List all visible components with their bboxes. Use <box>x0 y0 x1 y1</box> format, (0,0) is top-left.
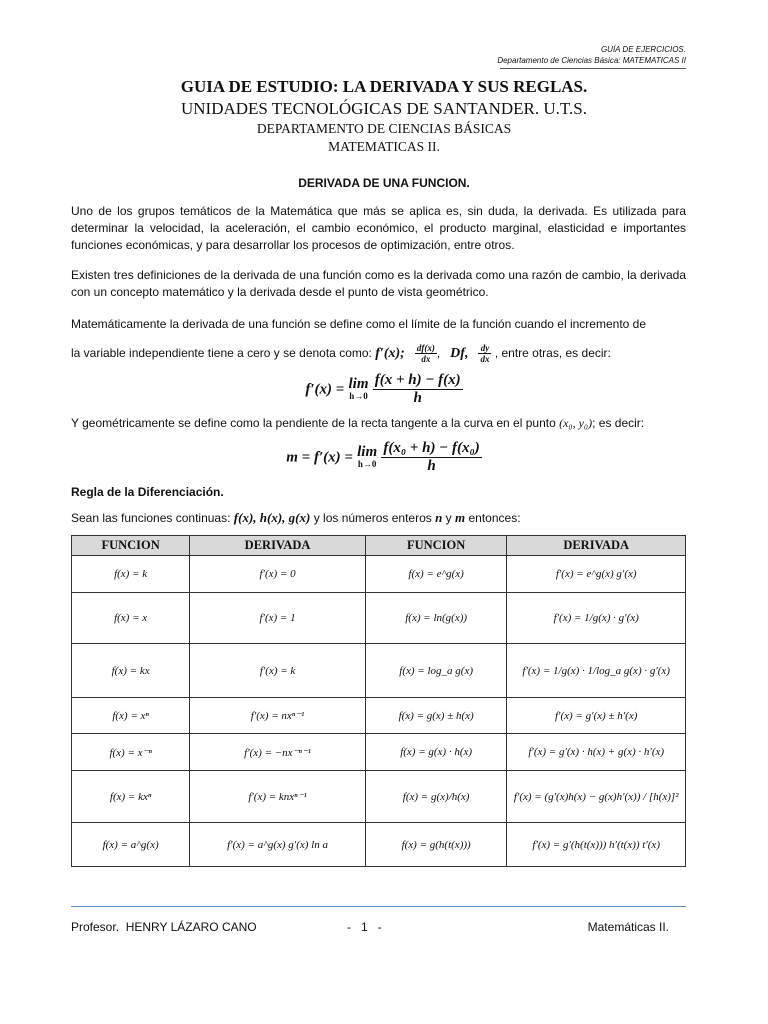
table-row <box>72 644 686 698</box>
table-row <box>72 823 686 867</box>
table-cell: f(x) = g(h(t(x))) <box>365 823 507 867</box>
table-cell: f(x) = g(x)/h(x) <box>365 771 507 823</box>
formula1-numerator: f(x + h) − f(x) <box>374 372 461 388</box>
running-header-line1: GUÍA DE EJERCICIOS. <box>600 45 686 54</box>
table-row <box>72 698 686 734</box>
institution-title: UNIDADES TECNOLÓGICAS DE SANTANDER. U.T.S. <box>180 99 587 118</box>
department-title: DEPARTAMENTO DE CIENCIAS BÁSICAS <box>256 121 512 136</box>
intro-c: y <box>445 511 452 525</box>
footer-course: Matemáticas II. <box>587 920 669 934</box>
p4-text-a: Y geométricamente se define como la pendiente de la recta tangente a la curva en el punto <box>71 416 556 430</box>
notation-dfdx <box>415 343 437 364</box>
formula1-limit <box>348 375 369 402</box>
table-cell: f(x) = x <box>72 593 190 644</box>
header-derivada-1: DERIVADA <box>190 536 366 556</box>
table-row <box>72 734 686 771</box>
formula1-lim-sub: h→0 <box>349 390 368 401</box>
header-derivada-2: DERIVADA <box>507 536 686 556</box>
formula2-lim-sub: h→0 <box>357 458 377 469</box>
title-block <box>0 76 768 156</box>
table-cell: f′(x) = (g′(x)h(x) − g(x)h′(x)) / [h(x)]² <box>507 771 686 823</box>
table-cell: f′(x) = e^g(x) g′(x) <box>507 556 686 593</box>
formula2-numerator: f(x₀ + h) − f(x₀) <box>383 440 480 456</box>
table-row <box>72 556 686 593</box>
running-header-line2: Departamento de Ciencias Básica: MATEMATICAS II <box>497 56 686 65</box>
notation-dydx <box>478 343 491 364</box>
table-row <box>72 771 686 823</box>
footer-page-number: - 1 - <box>347 920 382 934</box>
intro-funcs: f(x), h(x), g(x) <box>233 510 311 525</box>
formula1-fraction <box>373 372 463 407</box>
table-cell: f′(x) = 0 <box>190 556 366 593</box>
formula2-lhs: m = f′(x) = <box>286 449 353 466</box>
table-cell: f′(x) = 1/g(x) · 1/log_a g(x) · g′(x) <box>507 644 686 698</box>
table-cell: f(x) = ln(g(x)) <box>365 593 507 644</box>
p4-point: (x₀, y₀) <box>559 416 593 430</box>
intro-n: n <box>435 510 443 525</box>
dfdx-denominator: dx <box>421 354 431 365</box>
table-cell: f(x) = log_a g(x) <box>365 644 507 698</box>
table-row <box>72 593 686 644</box>
p3-text-b: , entre otras, es decir: <box>494 346 611 360</box>
paragraph-4 <box>71 415 686 432</box>
intro-a: Sean las funciones continuas: <box>71 511 231 525</box>
header-rule <box>500 68 686 69</box>
footer-professor: Profesor. HENRY LÁZARO CANO <box>71 920 257 934</box>
table-cell: f′(x) = k <box>190 644 366 698</box>
formula2-fraction <box>381 440 481 475</box>
derivative-definition-formula <box>0 372 768 407</box>
table-cell: f(x) = g(x) · h(x) <box>365 734 507 771</box>
notation-fprime: f′(x); <box>375 346 405 361</box>
intro-line <box>71 510 521 526</box>
formula1-lim-word: lim <box>348 375 369 392</box>
table-cell: f′(x) = nxⁿ⁻¹ <box>190 698 366 734</box>
table-cell: f(x) = g(x) ± h(x) <box>365 698 507 734</box>
intro-b: y los números enteros <box>313 511 432 525</box>
course-title: MATEMATICAS II. <box>328 139 440 154</box>
table-cell: f(x) = k <box>72 556 190 593</box>
table-cell: f(x) = e^g(x) <box>365 556 507 593</box>
table-cell: f′(x) = g′(x) ± h′(x) <box>507 698 686 734</box>
formula2-limit <box>357 443 378 470</box>
slope-definition-formula <box>0 440 768 475</box>
main-title: GUIA DE ESTUDIO: LA DERIVADA Y SUS REGLAS. <box>180 77 588 96</box>
p4-text-b: ; es decir: <box>592 416 645 430</box>
table-cell: f(x) = a^g(x) <box>72 823 190 867</box>
rule-title: Regla de la Diferenciación. <box>71 485 224 499</box>
dydx-numerator: dy <box>478 343 491 354</box>
running-header <box>497 44 686 66</box>
footer-rule <box>71 906 686 907</box>
dydx-denominator: dx <box>480 354 490 365</box>
paragraph-3-line-2: la variable independiente tiene a cero y se denota como: f′(x); $\frac{df(x)}{dx}$ , Df, $\frac{dy}{dx}$ , entre otras, es decir: <box>71 343 611 365</box>
intro-d: entonces: <box>468 511 521 525</box>
table-cell: f′(x) = knxⁿ⁻¹ <box>190 771 366 823</box>
table-cell: f′(x) = −nx⁻ⁿ⁻¹ <box>190 734 366 771</box>
formula1-denominator: h <box>413 390 422 406</box>
intro-m: m <box>455 510 466 525</box>
paragraph-1: Uno de los grupos temáticos de la Matemática que más se aplica es, sin duda, la derivada. Es utilizada para determinar la velocidad, la aceleración, el cambio económico, el producto marginal, elasticidad e importantes funciones económicas, y para desarrollar los procesos de optimización, entre otros. <box>71 204 686 252</box>
header-funcion-1: FUNCION <box>72 536 190 556</box>
table-cell: f′(x) = 1 <box>190 593 366 644</box>
table-cell: f′(x) = a^g(x) g′(x) ln a <box>190 823 366 867</box>
table-header-row <box>72 536 686 556</box>
table-cell: f′(x) = 1/g(x) · g′(x) <box>507 593 686 644</box>
formula1-lhs: f′(x) = <box>305 381 345 398</box>
table-cell: f(x) = xⁿ <box>72 698 190 734</box>
table-cell: f(x) = kx <box>72 644 190 698</box>
p3-text-a: la variable independiente tiene a cero y se denota como: <box>71 346 372 360</box>
formula2-lim-word: lim <box>357 443 378 460</box>
paragraph-3-line-1: Matemáticamente la derivada de una función se define como el límite de la función cuando el incremento de <box>71 317 647 331</box>
header-funcion-2: FUNCION <box>365 536 507 556</box>
table-cell: f(x) = x⁻ⁿ <box>72 734 190 771</box>
table-cell: f′(x) = g′(h(t(x))) h′(t(x)) t′(x) <box>507 823 686 867</box>
formula2-denominator: h <box>427 458 436 474</box>
section-title: DERIVADA DE UNA FUNCION. <box>298 176 470 190</box>
paragraph-2: Existen tres definiciones de la derivada de una función como es la derivada como una razón de cambio, la derivada con un concepto matemático y la derivada desde el punto de vista geométrico. <box>71 268 686 299</box>
derivative-rules-table <box>71 535 686 867</box>
table-cell: f′(x) = g′(x) · h(x) + g(x) · h′(x) <box>507 734 686 771</box>
table-cell: f(x) = kxⁿ <box>72 771 190 823</box>
dfdx-numerator: df(x) <box>416 343 435 354</box>
notation-df: Df, <box>450 346 469 361</box>
